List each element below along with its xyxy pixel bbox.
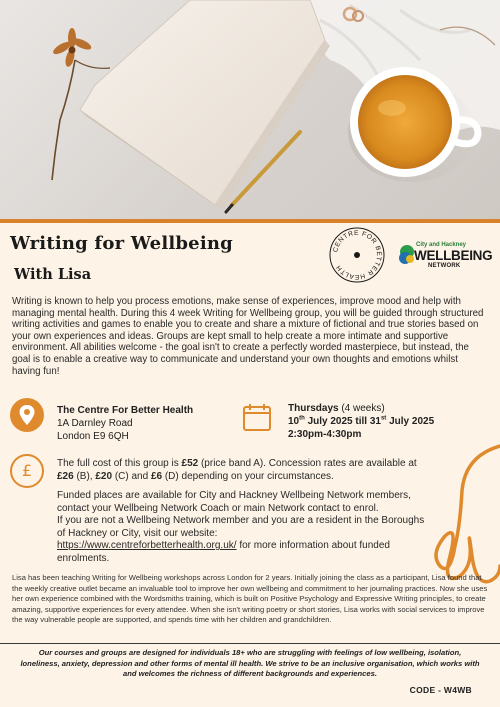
calendar-icon [242,402,272,432]
venue-address [57,404,193,443]
venue-line2: London E9 6QH [57,431,129,442]
wb-logo-city: City and Hackney [416,242,467,248]
hero-divider [0,219,500,223]
intro-paragraph: Writing is known to help you process emotions, make sense of experiences, improve mood and help with managing mental health. During this 4 week Writing for Wellbeing group, you will be guided through structured writing activities and games to enable you to create and share a mixture of fictional and true stories based on your own experiences and ideas. Groups are kept small to help create a more intimate and supportive environment. All abilities welcome - the goal isn't to create a perfectly worded masterpiece, but instead, the goal is to enable a creative way to communicate and understand your own thoughts and emotions whilst having fun! [12,296,484,377]
cfbh-logo-text: CENTRE FOR BETTER HEALTH [332,229,383,281]
page-subtitle: With Lisa [14,266,92,283]
schedule-start-sup: th [299,415,305,422]
venue-line1: 1A Darnley Road [57,418,133,429]
venue-name: The Centre For Better Health [57,405,194,416]
wb-logo-network: NETWORK [428,263,461,269]
schedule-end-sup: st [380,415,387,422]
decorative-squiggle [410,436,500,596]
schedule-day: Thursdays [288,403,339,414]
hero-illustration [0,0,500,219]
location-pin-icon [10,398,44,432]
website-link[interactable]: https://www.centreforbetterhealth.org.uk/ [57,540,237,551]
cost-info: The full cost of this group is £52 (price band A). Concession rates are available at £26 (B), £20 (C) and £6 (D) depending on your circumstances. [57,458,417,482]
funded-p2: If you are not a Wellbeing Network member and you are a resident in the Boroughs of Hackney or City, visit our website: https://www.centreforbetterhealth.org.uk/ for more information about funded enrolments. [57,515,425,564]
schedule-end: July 2025 [386,416,435,427]
funded-p1: Funded places are available for City and Hackney Wellbeing Network members, contact your Wellbeing Network Coach or main Network contact to enrol. [57,490,411,514]
page-title: Writing for Wellbeing [10,233,233,254]
schedule-mid: July 2025 till 31 [304,416,381,427]
funded-places-info [57,490,427,565]
wb-logo-wellbeing: WELLBEING [414,248,493,263]
wellbeing-network-logo [398,242,493,272]
price: £52 [181,458,199,469]
footer-statement: Our courses and groups are designed for individuals 18+ who are struggling with feelings of low wellbeing, isolation, loneliness, anxiety, depression and other forms of mental ill health. We strive to be an inclusive organisation, which works with and welcomes the richness of different backgrounds and experiences. [20,648,480,679]
facilitator-bio: Lisa has been teaching Writing for Wellbeing workshops across London for 2 years. Initially joining the class as a participant, Lisa found that the weekly creative outlet became an invaluable tool to improve her own wellbeing and commitment to her journaling practices. Now she uses her own experience combined with the Wordsmiths training, which is built on Positive Psychology and Expressive Writing principles, to create amazing, supportive experiences for every attendee. When she isn't writing poetry or short stories, Lisa works with social services to improve the way vulnerable people are supported, and spends time with her children and grandchildren. [12,573,488,625]
schedule-start-day: 10 [288,416,300,427]
footer-divider [0,643,500,644]
schedule-time: 2:30pm-4:30pm [288,429,362,440]
pound-icon: £ [10,454,44,488]
schedule-duration: (4 weeks) [338,403,385,414]
centre-for-better-health-logo [328,226,386,284]
hero-photo [0,0,500,219]
course-code: CODE - W4WB [409,685,472,695]
